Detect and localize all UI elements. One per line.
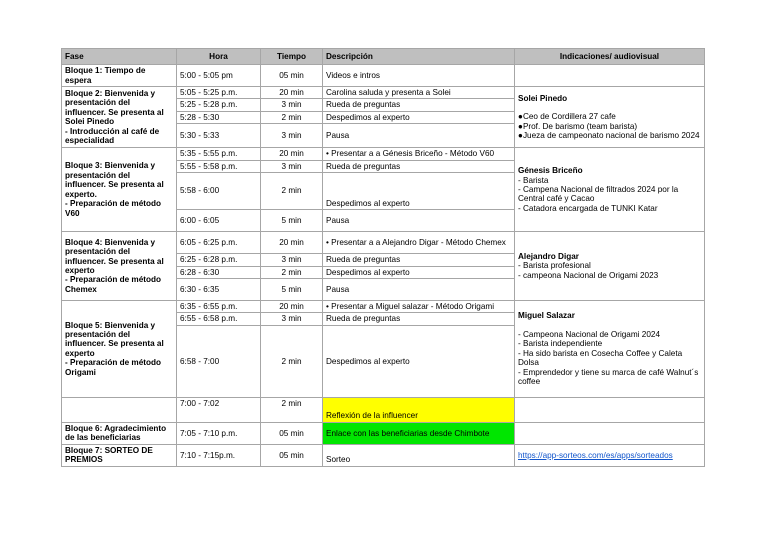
hora-cell: 5:55 - 5:58 p.m. (177, 160, 261, 172)
indicaciones-cell (515, 422, 705, 444)
hora-cell: 6:25 - 6:28 p.m. (177, 254, 261, 266)
hora-cell: 7:10 - 7:15p.m. (177, 444, 261, 466)
tiempo-cell: 3 min (261, 124, 323, 148)
indicaciones-line: - Campeona Nacional de Origami 2024 (518, 330, 660, 340)
indicaciones-line: ●Jueza de campeonato nacional de barismo 2024 (518, 131, 700, 141)
desc-cell: • Presentar a a Alejandro Digar - Método Chemex (323, 232, 515, 254)
tiempo-cell: 2 min (261, 266, 323, 278)
indicaciones-cell (515, 300, 705, 397)
indicaciones-cell (515, 65, 705, 87)
fase-subtitle: - Introducción al café de especialidad (65, 126, 160, 145)
tiempo-cell: 5 min (261, 210, 323, 232)
tiempo-cell: 20 min (261, 232, 323, 254)
indicaciones-cell (515, 397, 705, 422)
desc-cell: Despedimos al experto (323, 173, 515, 210)
hora-cell: 6:30 - 6:35 (177, 278, 261, 300)
table-row (62, 397, 705, 422)
desc-cell-highlighted: Enlace con las beneficiarias desde Chimbote (323, 422, 515, 444)
tiempo-cell: 2 min (261, 325, 323, 397)
tiempo-cell: 3 min (261, 99, 323, 111)
indicaciones-title: Solei Pinedo (518, 93, 568, 103)
header-row (62, 49, 705, 65)
indicaciones-line: - Catadora encargada de TUNKI Katar (518, 203, 658, 213)
tiempo-cell: 3 min (261, 160, 323, 172)
hora-cell: 5:05 - 5:25 p.m. (177, 87, 261, 99)
header-descripcion: Descripción (323, 49, 515, 65)
fase-subtitle: - Preparación de método Chemex (65, 275, 161, 294)
table-row (62, 444, 705, 466)
tiempo-cell: 05 min (261, 65, 323, 87)
desc-cell: Despedimos al experto (323, 266, 515, 278)
fase-title: Bloque 4: Bienvenida y presentación del influencer. Se presenta al experto (65, 237, 164, 276)
indicaciones-title: Génesis Briceño (518, 166, 583, 176)
header-hora: Hora (177, 49, 261, 65)
table-row (62, 422, 705, 444)
tiempo-cell: 05 min (261, 444, 323, 466)
fase-cell: Bloque 6: Agradecimiento de las beneficiarias (62, 422, 177, 444)
indicaciones-cell (515, 232, 705, 301)
fase-title: Bloque 5: Bienvenida y presentación del influencer. Se presenta al experto (65, 320, 164, 358)
tiempo-cell: 05 min (261, 422, 323, 444)
desc-cell: Rueda de preguntas (323, 254, 515, 266)
hora-cell: 7:05 - 7:10 p.m. (177, 422, 261, 444)
hora-cell: 6:00 - 6:05 (177, 210, 261, 232)
hora-cell: 5:58 - 6:00 (177, 173, 261, 210)
indicaciones-line: ●Ceo de Cordillera 27 cafe (518, 112, 616, 122)
table-row (62, 300, 705, 312)
tiempo-cell: 2 min (261, 111, 323, 123)
desc-cell: Despedimos al experto (323, 111, 515, 123)
indicaciones-line: - campeona Nacional de Origami 2023 (518, 270, 659, 280)
fase-cell (62, 232, 177, 301)
indicaciones-line: - Barista (518, 175, 549, 185)
indicaciones-title: Alejandro Digar (518, 251, 579, 261)
desc-cell: • Presentar a Miguel salazar - Método Origami (323, 300, 515, 312)
fase-cell (62, 397, 177, 422)
fase-cell: Bloque 1: Tiempo de espera (62, 65, 177, 87)
indicaciones-title: Miguel Salazar (518, 311, 575, 321)
desc-cell: Pausa (323, 278, 515, 300)
tiempo-cell: 2 min (261, 173, 323, 210)
indicaciones-line: ●Prof. De barismo (team barista) (518, 121, 638, 131)
table-row (62, 87, 705, 99)
table-row (62, 232, 705, 254)
tiempo-cell: 3 min (261, 313, 323, 325)
hora-cell: 6:55 - 6:58 p.m. (177, 313, 261, 325)
hora-cell: 5:35 - 5:55 p.m. (177, 148, 261, 160)
fase-title: Bloque 3: Bienvenida y presentación del influencer. Se presenta al experto. (65, 161, 164, 199)
header-indicaciones: Indicaciones/ audiovisual (515, 49, 705, 65)
tiempo-cell: 2 min (261, 397, 323, 422)
hora-cell: 7:00 - 7:02 (177, 397, 261, 422)
fase-title: Bloque 2: Bienvenida y presentación del influencer. Se presenta al Solei Pinedo (65, 88, 164, 127)
fase-cell (62, 87, 177, 148)
desc-cell: Pausa (323, 210, 515, 232)
hora-cell: 5:30 - 5:33 (177, 124, 261, 148)
header-tiempo: Tiempo (261, 49, 323, 65)
fase-cell: Bloque 7: SORTEO DE PREMIOS (62, 444, 177, 466)
desc-cell: • Presentar a a Génesis Briceño - Método V60 (323, 148, 515, 160)
fase-cell (62, 148, 177, 232)
fase-cell (62, 300, 177, 397)
indicaciones-line: - Barista profesional (518, 261, 591, 271)
tiempo-cell: 3 min (261, 254, 323, 266)
indicaciones-cell (515, 87, 705, 148)
desc-cell: Sorteo (323, 444, 515, 466)
desc-cell: Rueda de preguntas (323, 313, 515, 325)
hora-cell: 5:25 - 5:28 p.m. (177, 99, 261, 111)
indicaciones-line: - Barista independiente (518, 339, 603, 349)
hora-cell: 5:28 - 5:30 (177, 111, 261, 123)
schedule-table (61, 48, 705, 467)
fase-subtitle: - Preparación de método Origami (65, 358, 161, 377)
desc-cell: Despedimos al experto (323, 325, 515, 397)
fase-subtitle: - Preparación de método V60 (65, 199, 161, 218)
indicaciones-line: - Campena Nacional de filtrados 2024 por la Central café y Cacao (518, 184, 679, 204)
desc-cell: Videos e intros (323, 65, 515, 87)
header-fase: Fase (62, 49, 177, 65)
tiempo-cell: 20 min (261, 300, 323, 312)
desc-cell: Rueda de preguntas (323, 99, 515, 111)
desc-cell: Rueda de preguntas (323, 160, 515, 172)
tiempo-cell: 20 min (261, 148, 323, 160)
sorteo-link[interactable]: https://app-sorteos.com/es/apps/sorteados (518, 450, 673, 460)
indicaciones-line: - Emprendedor y tiene su marca de café Walnut´s coffee (518, 367, 699, 387)
desc-cell-highlighted: Reflexión de la influencer (323, 397, 515, 422)
table-row (62, 148, 705, 160)
desc-cell: Carolina saluda y presenta a Solei (323, 87, 515, 99)
indicaciones-cell (515, 444, 705, 466)
tiempo-cell: 5 min (261, 278, 323, 300)
hora-cell: 5:00 - 5:05 pm (177, 65, 261, 87)
indicaciones-cell (515, 148, 705, 232)
indicaciones-line: - Ha sido barista en Cosecha Coffee y Caleta Dolsa (518, 348, 683, 368)
hora-cell: 6:05 - 6:25 p.m. (177, 232, 261, 254)
hora-cell: 6:35 - 6:55 p.m. (177, 300, 261, 312)
desc-cell: Pausa (323, 124, 515, 148)
hora-cell: 6:28 - 6:30 (177, 266, 261, 278)
table-row (62, 65, 705, 87)
tiempo-cell: 20 min (261, 87, 323, 99)
hora-cell: 6:58 - 7:00 (177, 325, 261, 397)
